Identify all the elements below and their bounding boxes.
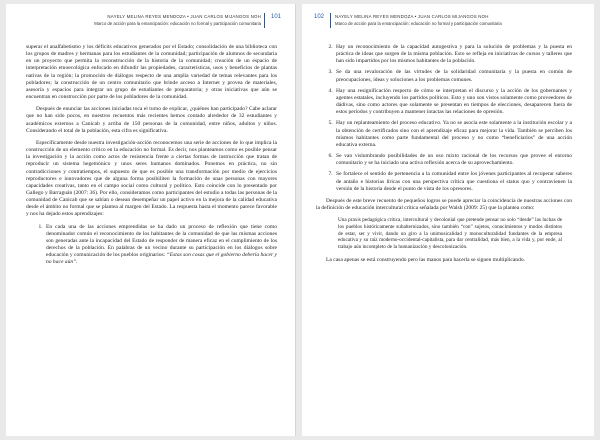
paragraph: La casa apenas se está construyendo pero las manos para hacerla se siguen multiplicando. (326, 256, 525, 263)
page-header (302, 10, 594, 32)
paragraph: superar el analfabetismo y los déficits educativos generados por el Estado; consolidación de una biblioteca con los grupos de madres y hermanas para los estudiantes de la comunidad; participación de alumnos de secundaria en un proyecto que permita la reconstrucción de la historia de la comunidad; creación de un espacio de interpretación etnoecológica enfocado en difundir las propiedades, características, usos y beneficios de plantas nativas de la región; la promoción de diálogos respecto de una amplia variedad de temas relevantes para los pobladores; la construcción de un centro comunitario que brinde acceso a Internet y provea de materiales, asesoría y espacios para integrar un grupo de estudiantes de preparatoria; y otras iniciativas que aún se encuentran en construcción por parte de los pobladores de la comunidad. (26, 44, 277, 101)
page-number: 102 (314, 14, 325, 20)
page-body (316, 44, 572, 430)
header-subtitle: Marco de acción para la emancipación: educación no formal y participación comunitaria (335, 21, 502, 26)
page-header (6, 10, 295, 32)
right-page (302, 4, 594, 436)
page-body (26, 44, 277, 430)
page-number: 101 (270, 14, 281, 20)
paragraph: Específicamente desde nuestra investigación-acción reconocemos una serie de acciones de lo que implica la construcción de un elemento crítico en la educación no formal. Es decir, nos planteamos como es posible pensar la investigación y la acción como actos de resistencia frente a ciertas formas de instrucción que tratan de reproducir un sistema hegemónico y unos seres humanos dominados. Ponemos en práctica, no sin contradicciones y contratiempos, el supuesto de que es posible una transformación por medio de ejercicios reproductores e innovadores que de alguna forma posibiliten la formación de unas personas con mayores capacidades creativas, tanto en el campo social como cultural y político. Esto coincide con lo presentado por Gallego y Barraguán (2007: 36). Por ello, consideramos como participantes del estudio a todas las personas de la comunidad de Canicab que se sabían o desean desempeñar un papel activo en la mejora de la calidad educativa desde el ámbito no formal que se plantea al margen del Estado. La respuesta hasta el momento parece favorable y nos ha dejado estos aprendizajes: (26, 139, 277, 218)
header-divider (330, 13, 331, 28)
list-item: 2. Hay un reconocimiento de la capacidad autogestiva y para la solución de problemas y la puesta en práctica de ideas que surgen de la misma población. Esto se refleja en iniciativas de cursos y talleres que han sido impartidos por los mismos habitantes de la población. (334, 44, 572, 65)
list-item: 7. Se fortalece el sentido de pertenencia a la comunidad entre los jóvenes participantes al recuperar saberes de antaño e historias líricas con una perspectiva crítica que cuestiona el status quo y contravienen la versión de la historia desde el punto de vista de los opresores. (334, 171, 572, 192)
list-item: 5. Hay un replanteamiento del proceso educativo. Ya no se asocia este solamente a la institución escolar y a la obtención de certificados sino con el aprendizaje eficaz para mejorar la vida. También se perciben los mismos habitantes como parte fundamental del proceso y no como “beneficiarios” de una acción educativa externa. (334, 120, 572, 149)
left-page (6, 4, 296, 436)
header-authors: NAYELY MELINA REYES MENDOZA • JUAN CARLOS MIJANGOS NOH (107, 14, 261, 19)
list-item: 3. Se da una revaloración de las virtudes de la solidaridad comunitaria y la puesta en común de preocupaciones, ideas y soluciones a los problemas comunes. (334, 69, 572, 83)
block-quote: Una praxis pedagógica crítica, intercultural y decolonial que pretende pensar no solo “desde” las luchas de los pueblos históricamente subalternizados, sino también “con” sujetos, conocimientos y modos distintos de estar, ser y vivir, dando un giro a la unimusicalidad y monoculturalidad fundantes de la empresa educativa y su raíz moderno-occidental-capitalista, para dar centralidad, más bien, a la vida y, por ende, al trabajo aún incompleto de la humanización y descolonización. (338, 217, 562, 250)
paragraph: Después de enunciar las acciones iniciadas toca el turno de explicar, ¿quiénes han participado? Cabe aclarar que no han sido pocos, en nuestros recuentos más recientes hemos contado alrededor de 32 estudiantes y académicos externos a Canicab y arriba de 150 personas de la comunidad, entre niños, adultos y niños. Considerando el total de la población, esta cifra es significativa. (26, 106, 277, 134)
numbered-list (316, 44, 572, 193)
list-item: 4. Hay una resignificación respecto de cómo se interpretan el discurso y la acción de los gobernantes y agentes estatales, incluyendo los partidos políticos. Esto y uno son vistos solamente como proveedores de dádivas, sino como actores que solamente se presentan en tiempos de elecciones, desaparecen fuera de estos períodos y contribuyen a mantener intactas las relaciones de opresión. (334, 88, 572, 117)
header-divider (264, 13, 265, 28)
numbered-list (26, 224, 277, 267)
paragraph: Después de este breve recuento de pequeños logros se puede apreciar la coincidencia de nuestras acciones con la definición de educación intercultural crítica señalada por Walsh (2009: 25) que la plantea como: (316, 197, 572, 211)
list-item-quote: “Estas son cosas que el gobierno debería hacer y no hace aún”. (46, 252, 277, 266)
header-subtitle: Marco de acción para la emancipación: educación no formal y participación comunitaria (94, 21, 261, 26)
list-item (44, 224, 277, 267)
list-item: 6. Se van vislumbrando posibilidades de un uso mixto racional de los recursos que provee el entorno comunitario y se ha iniciado una activa reflexión acerca de su aprovechamiento. (334, 153, 572, 167)
list-item-text: En cada una de las acciones emprendidas se ha dado un proceso de reflexión que tiene como denominador común el reconocimiento de los habitantes de la comunidad de que las mismas acciones son generadas ante la incapacidad del Estado de responder de manera eficaz en el cumplimiento de los derechos de la población. En palabras de un vecino durante su participación en los diálogos sobre educación y comunicación de los pueblos originarios: (46, 223, 277, 259)
header-authors: NAYELY MELINA REYES MENDOZA • JUAN CARLOS MIJANGOS NOH (335, 14, 489, 19)
